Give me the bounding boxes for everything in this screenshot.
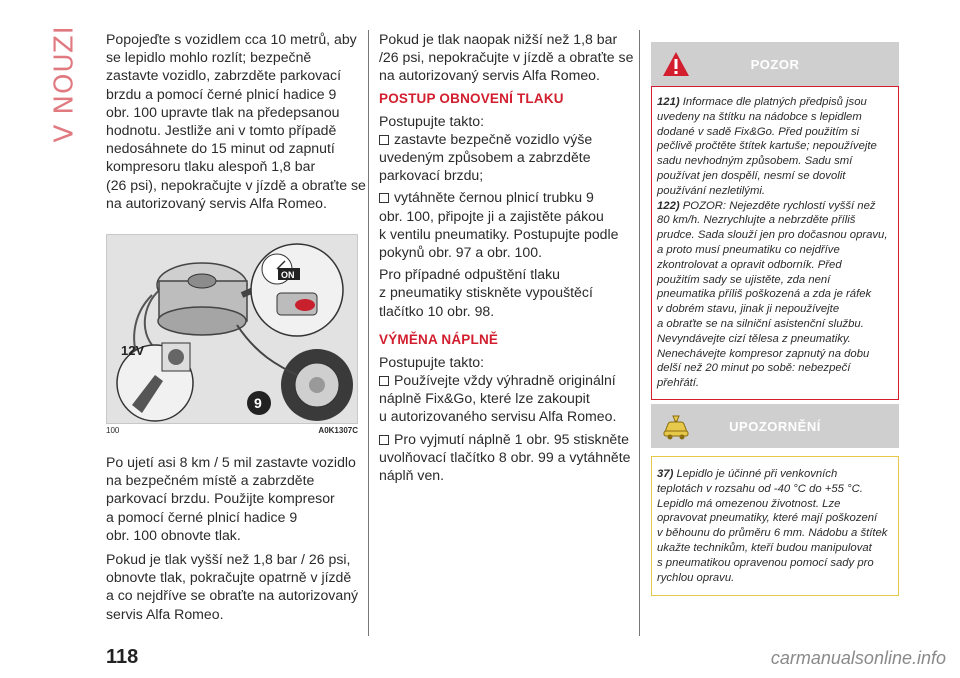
checkbox-bullet-icon xyxy=(379,435,389,445)
column-divider xyxy=(639,30,640,636)
checkbox-bullet-icon xyxy=(379,135,389,145)
list-item: Používejte vždy výhradně originální náplně Fix&Go, které lze zakoupit u autorizovaného servisu Alfa Romeo. xyxy=(379,372,617,425)
car-service-icon xyxy=(661,412,691,440)
list-item: Pro vyjmutí náplně 1 obr. 95 stiskněte uvolňovací tlačítko 8 obr. 99 a vytáhněte náplň ven. xyxy=(379,430,631,484)
section-heading: POSTUP OBNOVENÍ TLAKU xyxy=(379,90,564,106)
list-item: vytáhněte černou plnicí trubku 9 obr. 100, připojte ji a zajistěte pákou k ventilu pneumatiky. Postupujte podle pokynů obr. 97 a obr. 100. xyxy=(379,189,619,261)
paragraph: Popojeďte s vozidlem cca 10 metrů, aby se lepidlo mohlo rozlít; bezpečně zastavte vozidlo, zabrzděte parkovací brzdu a pomocí černé plnicí hadice 9 obr. 100 upravte tlak na předepsanou hodnotu. Jestliže ani v tomto případě nedosáhnete do 15 minut od zapnutí kompresoru tlaku alespoň 1,8 bar (26 psi), nepokračujte v jízdě a obraťte se na autorizovaný servis Alfa Romeo. xyxy=(106,31,366,211)
notice-panel xyxy=(651,404,899,596)
list-item: zastavte bezpečně vozidlo výše uvedeným způsobem a zabrzděte parkovací brzdu; xyxy=(379,130,593,184)
on-label: ON xyxy=(281,270,295,281)
intro-text: Postupujte takto: xyxy=(379,353,484,370)
marker-9: 9 xyxy=(254,395,262,412)
checkbox-bullet-icon xyxy=(379,376,389,386)
figure-compressor xyxy=(106,234,358,424)
warning-header xyxy=(651,42,899,86)
paragraph: Po ujetí asi 8 km / 5 mil zastavte vozidlo na bezpečném místě a zabrzděte parkovací brzdu. Použijte kompresor a pomocí černé plnicí hadice 9 obr. 100 obnovte tlak. xyxy=(106,454,356,543)
figure-caption xyxy=(106,426,358,435)
notice-title: UPOZORNĚNÍ xyxy=(729,418,821,434)
figure-number: 100 xyxy=(106,426,120,436)
paragraph: Pokud je tlak vyšší než 1,8 bar / 26 psi, obnovte tlak, pokračujte opatrně v jízdě a co nejdříve se obraťte na autorizovaný servis Alfa Romeo. xyxy=(106,551,359,622)
paragraph: Pro případné odpuštění tlaku z pneumatiky stiskněte vypouštěcí tlačítko 10 obr. 98. xyxy=(379,266,593,319)
paragraph: Pokud je tlak naopak nižší než 1,8 bar /26 psi, nepokračujte v jízdě a obraťte se na autorizovaný servis Alfa Romeo. xyxy=(379,31,634,84)
notice-header xyxy=(651,404,899,448)
section-title: V NOUZI xyxy=(50,25,80,143)
compressor-illustration xyxy=(107,235,358,424)
warning-triangle-icon xyxy=(661,50,691,78)
warning-title: POZOR xyxy=(750,56,800,72)
watermark: carmanualsonline.info xyxy=(770,648,946,668)
column-middle xyxy=(379,30,634,488)
warning-body: 121) Informace dle platných předpisů jsou uvedeny na štítku na nádobce s lepidlem dodané v sadě Fix&Go. Před použitím si pečlivě pročtěte štítek kartuše; nepoužívejte sadu nevhodným způsobem. Sadu smí používat jen dospělí, nesmí se dovolit používání nezletilými. 122) POZOR: Nejezděte rychlostí vyšší než 80 km/h. Nezrychlujte a nebrzděte příliš prudce. Sada slouží jen pro dočasnou opravu, a proto musí pneumatiku co nejdříve zkontrolovat a opravit odborník. Před použitím sady se ujistěte, zda není pneumatika příliš poškozená a zda je ráfek v dobrém stavu, jinak ji nepoužívejte a obraťte se na silniční asistenční službu. Nevyndávejte cizí tělesa z pneumatiky. Nenechávejte kompresor zapnutý na dobu delší než 20 minut po sobě: nebezpečí přehřátí. xyxy=(651,86,899,400)
figure-code: A0K1307C xyxy=(318,426,358,436)
page-number: 118 xyxy=(106,646,139,668)
section-heading: VÝMĚNA NÁPLNĚ xyxy=(379,331,499,347)
warning-panel xyxy=(651,42,899,400)
notice-body: 37) Lepidlo je účinné při venkovních teplotách v rozsahu od -40 °C do +55 °C. Lepidlo má omezenou životnost. Lze opravovat pneumatiky, které mají poškození v běhounu do průměru 6 mm. Nádobu a štítek ukažte technikům, kteří budou manipulovat s pneumatikou opravenou pomocí sady pro rychlou opravu. xyxy=(651,456,899,596)
intro-text: Postupujte takto: xyxy=(379,112,484,129)
voltage-label: 12V xyxy=(121,343,145,359)
column-left xyxy=(106,30,366,629)
column-divider xyxy=(368,30,369,636)
checkbox-bullet-icon xyxy=(379,193,389,203)
